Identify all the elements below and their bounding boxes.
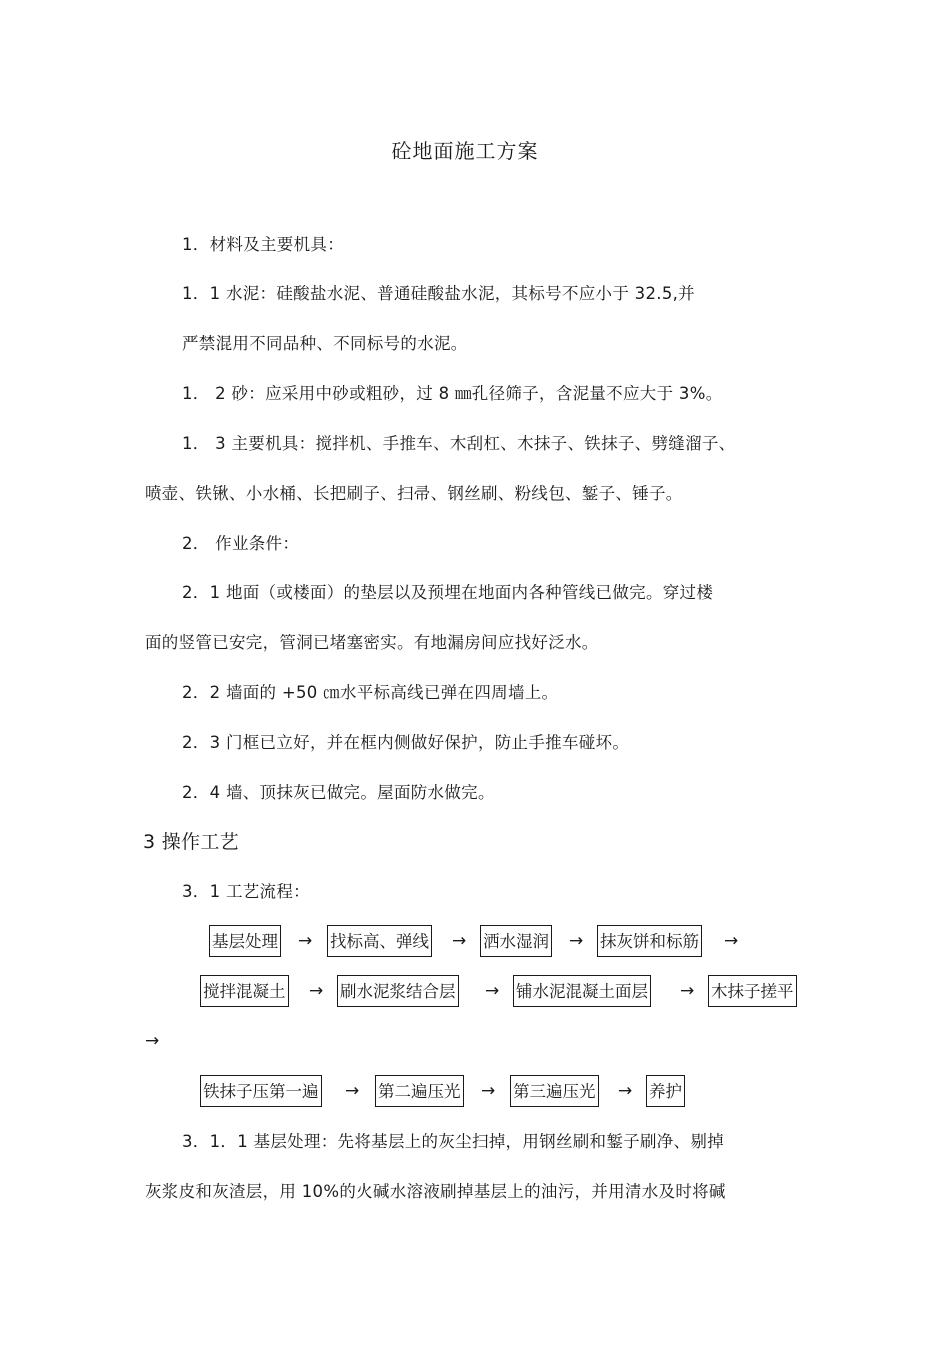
paragraph-1-2: 1． 2 砂：应采用中砂或粗砂，过 8 ㎜孔径筛子，含泥量不应大于 3%。 bbox=[182, 384, 723, 403]
flow-step-box: 铺水泥混凝土面层 bbox=[513, 975, 651, 1007]
flow-step-box: 木抹子搓平 bbox=[708, 975, 797, 1007]
flow-arrow: → bbox=[298, 931, 313, 951]
paragraph-1-3-cont: 喷壶、铁锹、小水桶、长把刷子、扫帚、钢丝刷、粉线包、錾子、锤子。 bbox=[145, 484, 683, 503]
paragraph-1-1-cont: 严禁混用不同品种、不同标号的水泥。 bbox=[182, 334, 468, 353]
flow-step-box: 养护 bbox=[646, 1075, 685, 1107]
flow-step-box: 抹灰饼和标筋 bbox=[597, 925, 702, 957]
flow-step-box: 洒水湿润 bbox=[480, 925, 552, 957]
flow-arrow: → bbox=[680, 981, 695, 1001]
paragraph-3-1-1-cont: 灰浆皮和灰渣层，用 10%的火碱水溶液刷掉基层上的油污，并用清水及时将碱 bbox=[145, 1182, 726, 1201]
flow-step-box: 找标高、弹线 bbox=[327, 925, 432, 957]
flow-arrow: → bbox=[452, 931, 467, 951]
flow-step-box: 基层处理 bbox=[209, 925, 281, 957]
paragraph-1-3: 1． 3 主要机具：搅拌机、手推车、木刮杠、木抹子、铁抹子、劈缝溜子、 bbox=[182, 434, 736, 453]
paragraph-2-1-cont: 面的竖管已安完，管洞已堵塞密实。有地漏房间应找好泛水。 bbox=[145, 633, 599, 652]
flow-arrow: → bbox=[481, 1081, 496, 1101]
flow-arrow: → bbox=[485, 981, 500, 1001]
flow-step-box: 刷水泥浆结合层 bbox=[337, 975, 459, 1007]
flow-step-box: 第二遍压光 bbox=[375, 1075, 464, 1107]
flow-arrow: → bbox=[145, 1031, 160, 1051]
paragraph-2-2: 2．2 墙面的 +50 ㎝水平标高线已弹在四周墙上。 bbox=[182, 683, 559, 702]
section-3-heading: 3 操作工艺 bbox=[143, 831, 239, 853]
paragraph-2-3: 2．3 门框已立好，并在框内侧做好保护，防止手推车碰坏。 bbox=[182, 733, 630, 752]
section-1-heading: 1．材料及主要机具： bbox=[182, 235, 344, 254]
flow-step-box: 铁抹子压第一遍 bbox=[200, 1075, 322, 1107]
flow-arrow: → bbox=[724, 931, 739, 951]
flow-step-box: 第三遍压光 bbox=[510, 1075, 599, 1107]
paragraph-2-1: 2．1 地面（或楼面）的垫层以及预埋在地面内各种管线已做完。穿过楼 bbox=[182, 583, 714, 602]
flow-arrow: → bbox=[618, 1081, 633, 1101]
flow-arrow: → bbox=[345, 1081, 360, 1101]
flow-step-box: 搅拌混凝土 bbox=[200, 975, 289, 1007]
paragraph-3-1-1: 3．1．1 基层处理：先将基层上的灰尘扫掉，用钢丝刷和錾子刷净、剔掉 bbox=[182, 1132, 724, 1151]
paragraph-3-1: 3．1 工艺流程： bbox=[182, 882, 310, 901]
flow-arrow: → bbox=[569, 931, 584, 951]
page-title: 砼地面施工方案 bbox=[391, 139, 539, 163]
paragraph-1-1: 1．1 水泥：硅酸盐水泥、普通硅酸盐水泥，其标号不应小于 32.5,并 bbox=[182, 284, 695, 303]
paragraph-2-4: 2．4 墙、顶抹灰已做完。屋面防水做完。 bbox=[182, 783, 495, 802]
section-2-heading: 2． 作业条件： bbox=[182, 534, 300, 553]
flow-arrow: → bbox=[309, 981, 324, 1001]
